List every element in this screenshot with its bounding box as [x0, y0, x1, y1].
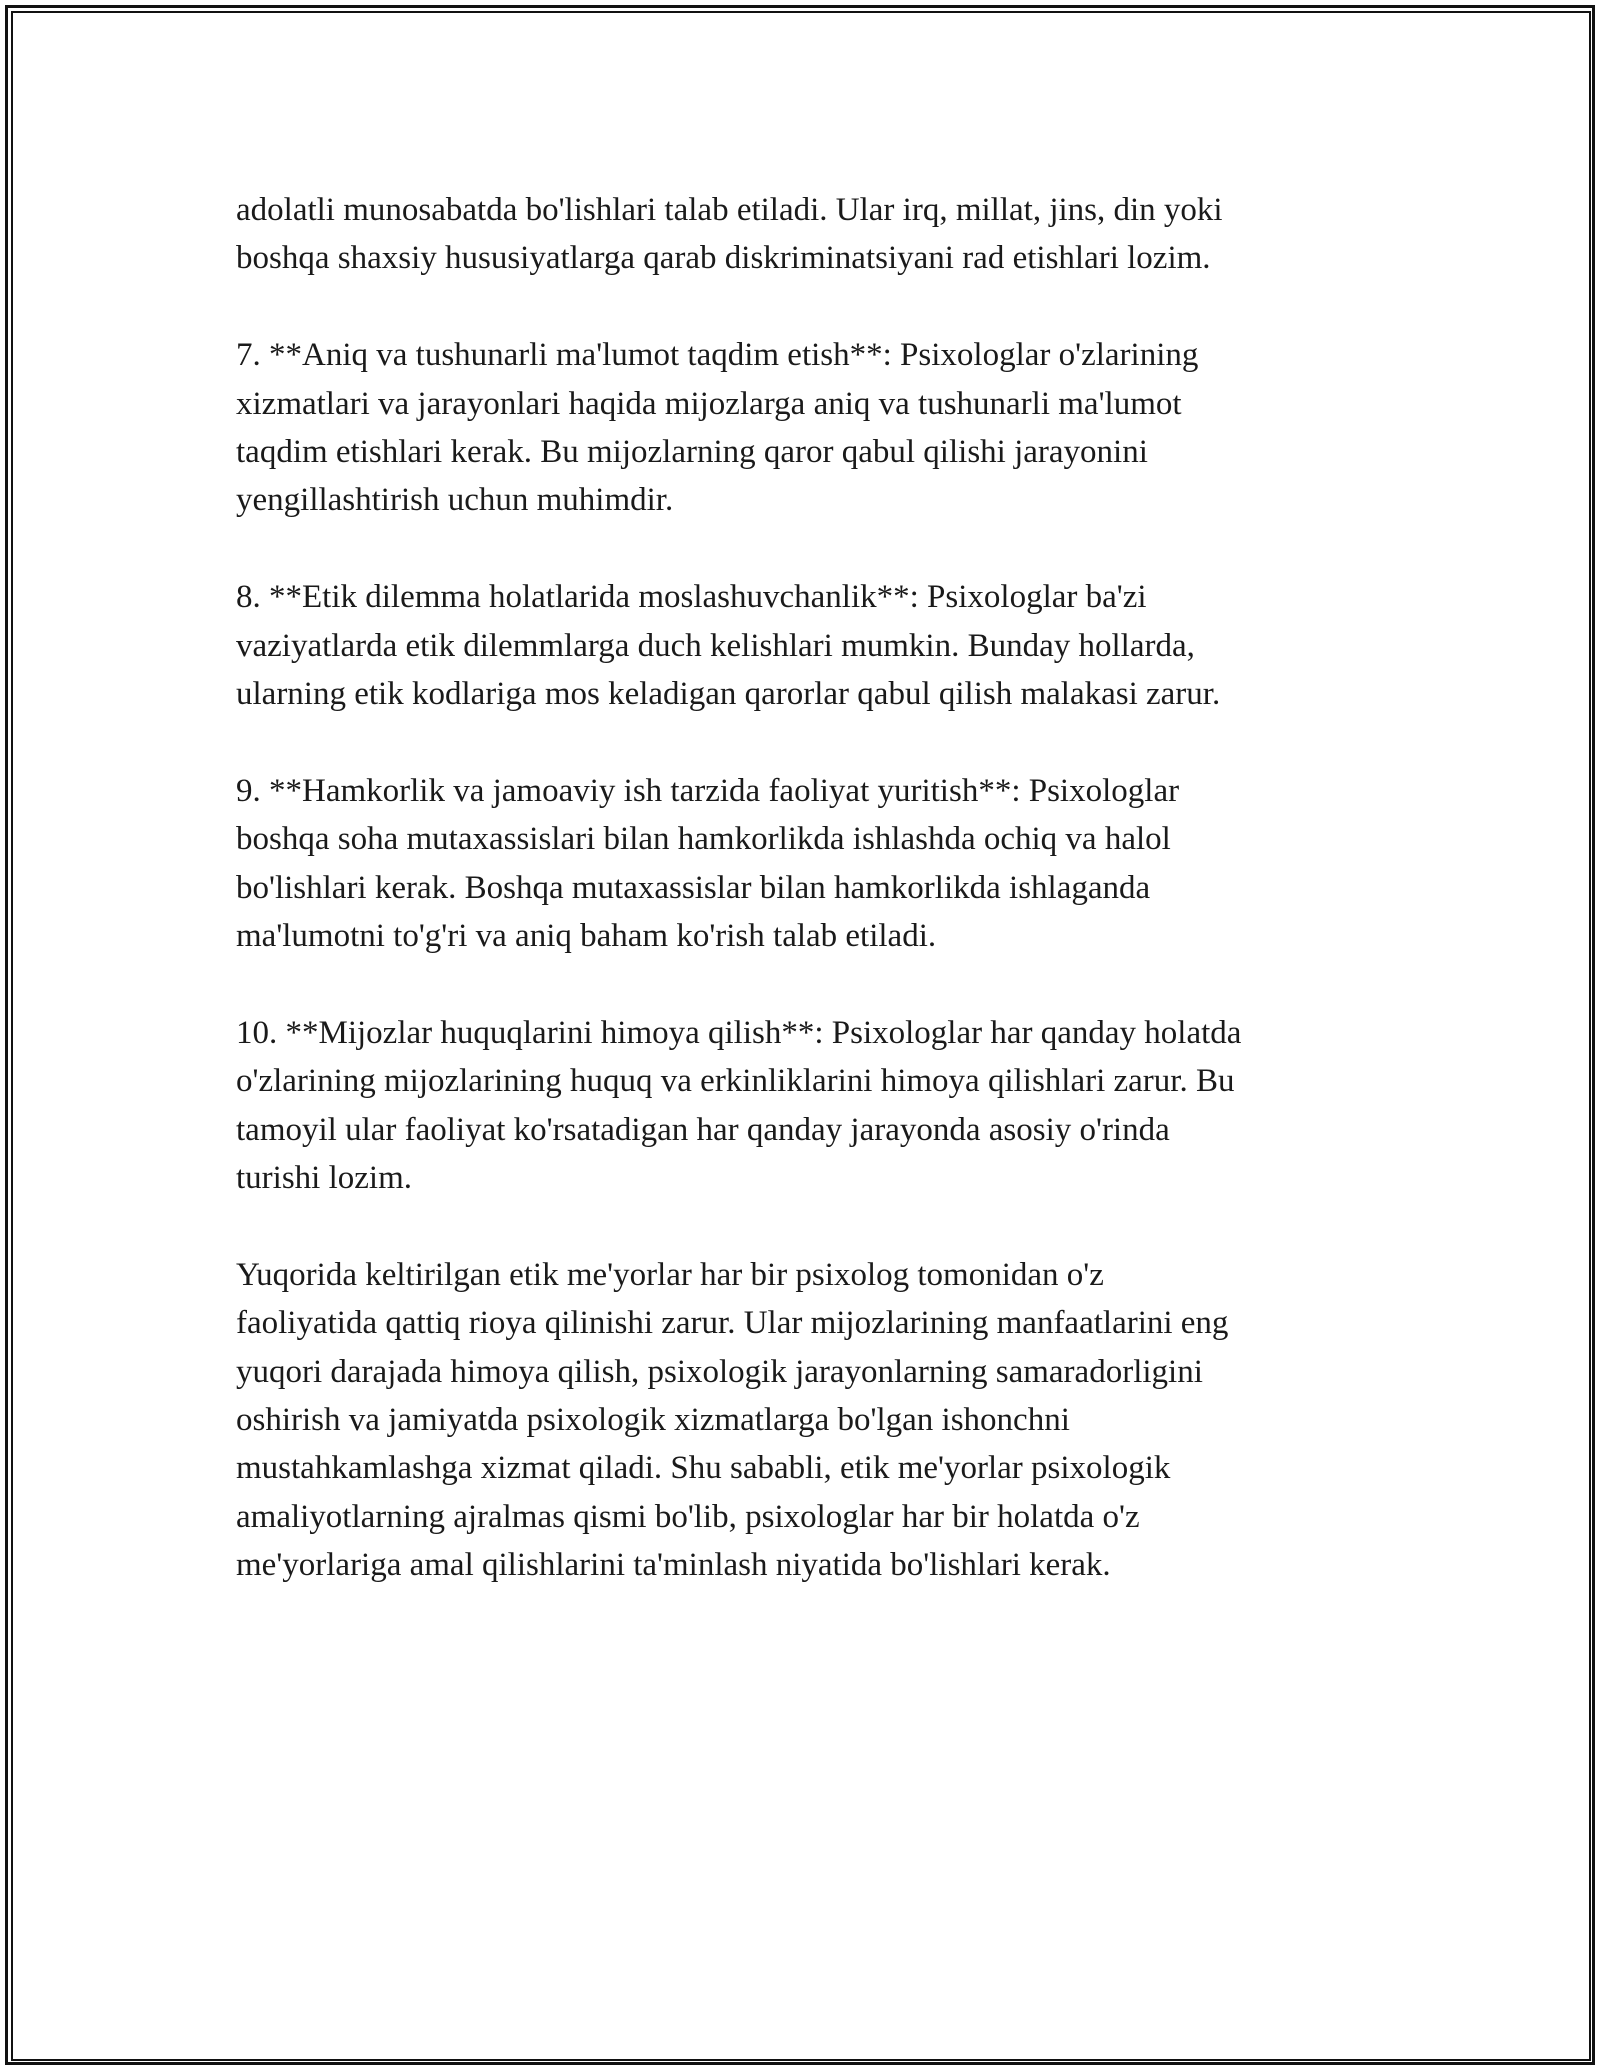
paragraph-item-9 — [236, 767, 1376, 961]
paragraph-item-7 — [236, 331, 1376, 525]
text-line: ularning etik kodlariga mos keladigan qarorlar qabul qilish malakasi zarur. — [236, 676, 1221, 713]
text-line: o'zlarining mijozlarining huquq va erkinliklarini himoya qilishlari zarur. Bu — [236, 1063, 1235, 1100]
text-line: faoliyatida qattiq rioya qilinishi zarur. Ular mijozlarining manfaatlarini eng — [236, 1305, 1229, 1342]
text-line: 8. **Etik dilemma holatlarida moslashuvchanlik**: Psixologlar ba'zi — [236, 579, 1147, 616]
paragraph-item-8 — [236, 573, 1376, 718]
text-line: oshirish va jamiyatda psixologik xizmatlarga bo'lgan ishonchni — [236, 1402, 1070, 1439]
text-line: xizmatlari va jarayonlari haqida mijozlarga aniq va tushunarli ma'lumot — [236, 385, 1182, 422]
text-line: adolatli munosabatda bo'lishlari talab etiladi. Ular irq, millat, jins, din yoki — [236, 192, 1223, 228]
text-line: 7. **Aniq va tushunarli ma'lumot taqdim etish**: Psixologlar o'zlarining — [236, 337, 1199, 374]
document-body — [236, 186, 1376, 1638]
text-line: 9. **Hamkorlik va jamoaviy ish tarzida faoliyat yuritish**: Psixologlar — [236, 772, 1180, 809]
text-line: me'yorlariga amal qilishlarini ta'minlash niyatida bo'lishlari kerak. — [236, 1547, 1111, 1584]
text-line: vaziyatlarda etik dilemmlarga duch kelishlari mumkin. Bunday hollarda, — [236, 627, 1195, 664]
text-line: amaliyotlarning ajralmas qismi bo'lib, psixologlar har bir holatda o'z — [236, 1498, 1140, 1535]
text-line: Yuqorida keltirilgan etik me'yorlar har bir psixolog tomonidan o'z — [236, 1256, 1104, 1293]
text-line: yuqori darajada himoya qilish, psixologik jarayonlarning samaradorligini — [236, 1353, 1203, 1390]
text-line: turishi lozim. — [236, 1160, 412, 1197]
text-line: tamoyil ular faoliyat ko'rsatadigan har qanday jarayonda asosiy o'rinda — [236, 1111, 1170, 1148]
text-line: mustahkamlashga xizmat qiladi. Shu sababli, etik me'yorlar psixologik — [236, 1450, 1171, 1487]
paragraph-conclusion — [236, 1251, 1376, 1590]
text-line: ma'lumotni to'g'ri va aniq baham ko'rish talab etiladi. — [236, 918, 937, 955]
text-line: boshqa shaxsiy hususiyatlarga qarab diskriminatsiyani rad etishlari lozim. — [236, 240, 1211, 277]
text-line: bo'lishlari kerak. Boshqa mutaxassislar bilan hamkorlikda ishlaganda — [236, 869, 1151, 906]
text-line: boshqa soha mutaxassislari bilan hamkorlikda ishlashda ochiq va halol — [236, 821, 1171, 858]
paragraph-item-10 — [236, 1009, 1376, 1203]
text-line: taqdim etishlari kerak. Bu mijozlarning qaror qabul qilishi jarayonini — [236, 434, 1148, 471]
text-line: 10. **Mijozlar huquqlarini himoya qilish**: Psixologlar har qanday holatda — [236, 1014, 1242, 1051]
text-line: yengillashtirish uchun muhimdir. — [236, 482, 674, 519]
paragraph-nondiscrimination-end — [236, 186, 1376, 283]
